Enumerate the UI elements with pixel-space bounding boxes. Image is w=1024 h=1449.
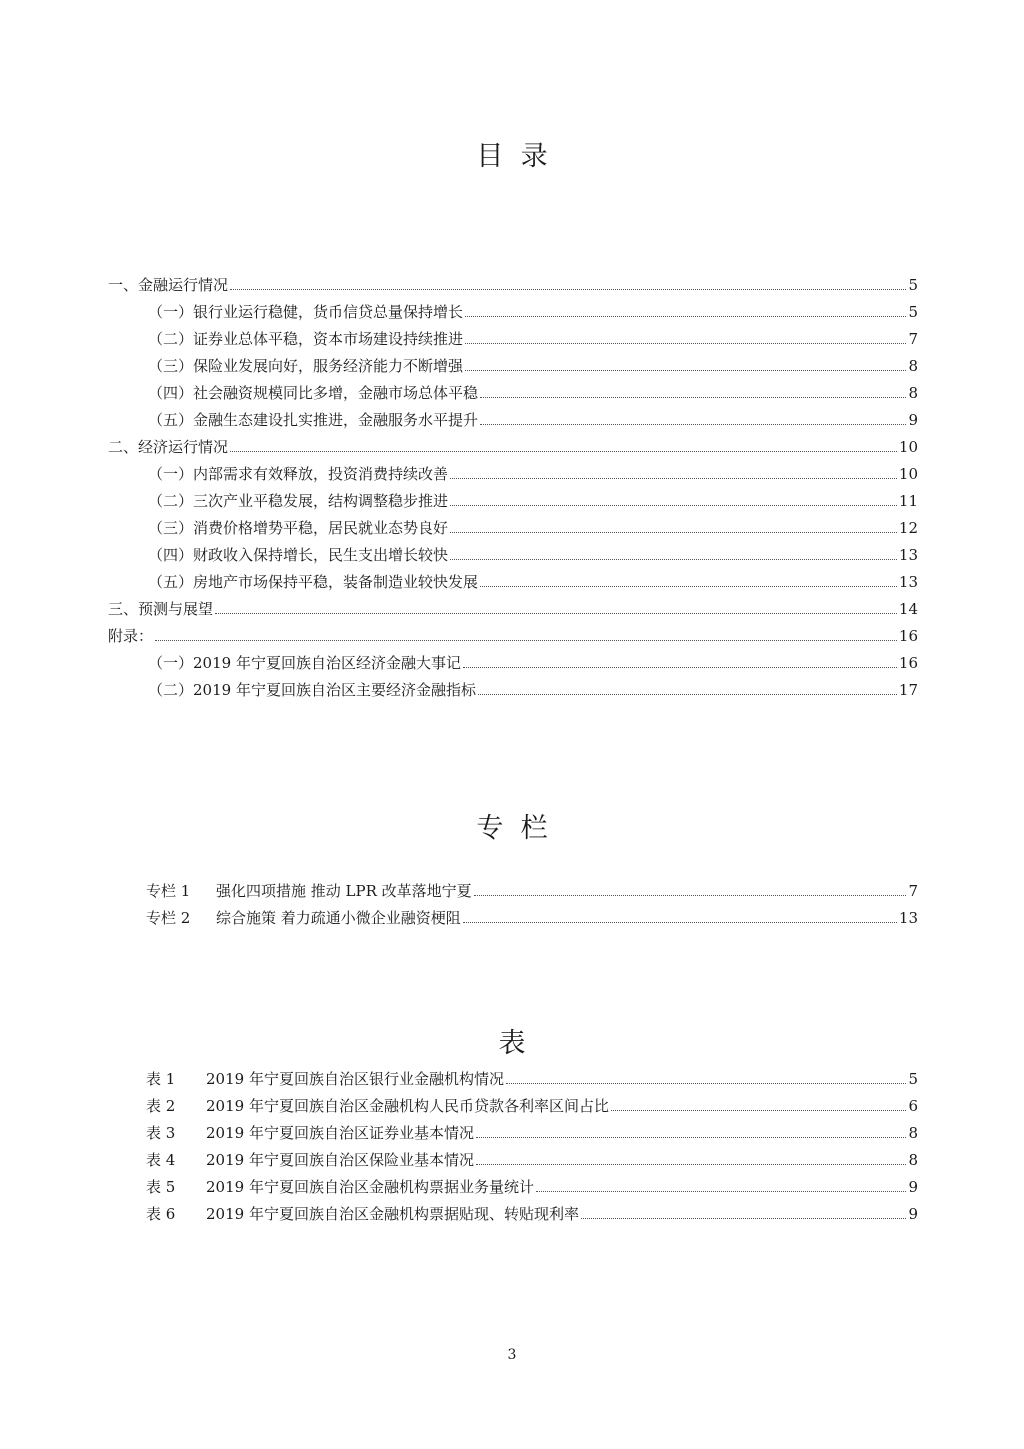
toc-entry-label: （一）2019 年宁夏回族自治区经济金融大事记 (148, 654, 461, 672)
table-entry-prefix: 表 5 (146, 1178, 176, 1196)
toc-entry-label: （五）金融生态建设扎实推进，金融服务水平提升 (148, 411, 479, 429)
toc-entry-page: 12 (898, 519, 918, 537)
table-entry-text: 2019 年宁夏回族自治区金融机构人民币贷款各利率区间占比 (206, 1097, 609, 1115)
table-entry-page: 9 (908, 1178, 918, 1196)
toc-entry[interactable] (148, 545, 918, 565)
dot-leader (506, 1083, 907, 1084)
dot-leader (463, 922, 897, 923)
dot-leader (480, 397, 906, 398)
table-entry[interactable] (146, 1204, 918, 1224)
column-entry-label (146, 908, 461, 928)
column-entry-prefix: 专栏 1 (146, 882, 191, 900)
toc-entry-label: （一）内部需求有效释放，投资消费持续改善 (148, 465, 449, 483)
toc-entry[interactable] (148, 302, 918, 322)
toc-entry[interactable] (148, 653, 918, 673)
table-entry-page: 8 (908, 1124, 918, 1142)
toc-entry-page: 9 (908, 411, 918, 429)
toc-entry-page: 11 (898, 492, 918, 510)
toc-entry-label: （二）三次产业平稳发展，结构调整稳步推进 (148, 492, 449, 510)
dot-leader (474, 895, 907, 896)
table-entry-prefix: 表 2 (146, 1097, 176, 1115)
toc-entry[interactable] (148, 464, 918, 484)
dot-leader (465, 316, 906, 317)
dot-leader (230, 451, 897, 452)
column-entry-text: 强化四项措施 推动 LPR 改革落地宁夏 (216, 882, 472, 900)
toc-entry-label: （二）2019 年宁夏回族自治区主要经济金融指标 (148, 681, 476, 699)
column-entry[interactable] (146, 908, 918, 928)
table-entry[interactable] (146, 1096, 918, 1116)
toc-entry-label: 二、经济运行情况 (108, 438, 229, 456)
table-entry-page: 5 (908, 1070, 918, 1088)
toc-entry-label: 三、预测与展望 (108, 600, 214, 618)
toc-entry-page: 5 (908, 303, 918, 321)
table-entry-page: 9 (908, 1205, 918, 1223)
toc-entry-page: 13 (898, 546, 918, 564)
table-entry-label (146, 1096, 609, 1116)
toc-entry-page: 16 (898, 627, 918, 645)
toc-entry-page: 10 (898, 465, 918, 483)
table-entry[interactable] (146, 1069, 918, 1089)
table-entry[interactable] (146, 1177, 918, 1197)
column-entry[interactable] (146, 881, 918, 901)
table-entry-label (146, 1123, 474, 1143)
toc-entry[interactable] (148, 356, 918, 376)
table-entry-page: 8 (908, 1151, 918, 1169)
column-entry-text: 综合施策 着力疏通小微企业融资梗阻 (216, 909, 461, 927)
toc-entry-label: （一）银行业运行稳健，货币信贷总量保持增长 (148, 303, 464, 321)
dot-leader (463, 667, 897, 668)
column-entry-prefix: 专栏 2 (146, 909, 191, 927)
table-entry[interactable] (146, 1123, 918, 1143)
toc-entry-label: 一、金融运行情况 (108, 276, 229, 294)
dot-leader (611, 1110, 907, 1111)
column-entry-label (146, 881, 472, 901)
toc-entry-page: 5 (908, 276, 918, 294)
toc-entry[interactable] (108, 626, 918, 646)
dot-leader (480, 586, 897, 587)
toc-title: 目 录 (476, 141, 548, 172)
dot-leader (450, 505, 897, 506)
dot-leader (478, 694, 897, 695)
toc-entry-page: 17 (898, 681, 918, 699)
toc-entry-label: （四）财政收入保持增长，民生支出增长较快 (148, 546, 449, 564)
dot-leader (476, 1164, 907, 1165)
toc-entry-label: （五）房地产市场保持平稳，装备制造业较快发展 (148, 573, 479, 591)
toc-entry[interactable] (148, 329, 918, 349)
dot-leader (155, 640, 897, 641)
table-entry-prefix: 表 3 (146, 1124, 176, 1142)
toc-entry-label: （四）社会融资规模同比多增，金融市场总体平稳 (148, 384, 479, 402)
toc-entry-label: 附录： (108, 627, 154, 645)
dot-leader (536, 1191, 907, 1192)
dot-leader (581, 1218, 907, 1219)
toc-entry-page: 10 (898, 438, 918, 456)
table-entry-text: 2019 年宁夏回族自治区金融机构票据业务量统计 (206, 1178, 534, 1196)
toc-entry-page: 13 (898, 573, 918, 591)
toc-entry[interactable] (148, 410, 918, 430)
column-entry-page: 13 (898, 909, 918, 927)
toc-entry[interactable] (108, 599, 918, 619)
table-entry-prefix: 表 1 (146, 1070, 176, 1088)
toc-entry[interactable] (148, 491, 918, 511)
dot-leader (215, 613, 897, 614)
tables-title: 表 (498, 1028, 526, 1059)
toc-entry-page: 14 (898, 600, 918, 618)
toc-entry[interactable] (148, 680, 918, 700)
dot-leader (465, 370, 906, 371)
table-entry[interactable] (146, 1150, 918, 1170)
toc-entry-label: （二）证券业总体平稳，资本市场建设持续推进 (148, 330, 464, 348)
table-entry-text: 2019 年宁夏回族自治区银行业金融机构情况 (206, 1070, 504, 1088)
toc-entry[interactable] (148, 383, 918, 403)
page-number: 3 (507, 1347, 517, 1363)
table-entry-page: 6 (908, 1097, 918, 1115)
toc-entry[interactable] (108, 275, 918, 295)
toc-entry[interactable] (148, 518, 918, 538)
dot-leader (230, 289, 906, 290)
dot-leader (476, 1137, 907, 1138)
dot-leader (480, 424, 906, 425)
toc-entry-label: （三）消费价格增势平稳，居民就业态势良好 (148, 519, 449, 537)
dot-leader (450, 532, 897, 533)
toc-entry-page: 7 (908, 330, 918, 348)
table-entry-text: 2019 年宁夏回族自治区金融机构票据贴现、转贴现利率 (206, 1205, 579, 1223)
column-entry-page: 7 (908, 882, 918, 900)
table-entry-label (146, 1204, 579, 1224)
toc-entry[interactable] (148, 572, 918, 592)
table-entry-text: 2019 年宁夏回族自治区保险业基本情况 (206, 1151, 474, 1169)
table-entry-label (146, 1177, 534, 1197)
table-entry-prefix: 表 6 (146, 1205, 176, 1223)
toc-entry-label: （三）保险业发展向好，服务经济能力不断增强 (148, 357, 464, 375)
table-entry-text: 2019 年宁夏回族自治区证券业基本情况 (206, 1124, 474, 1142)
toc-entry-page: 16 (898, 654, 918, 672)
toc-entry[interactable] (108, 437, 918, 457)
dot-leader (450, 559, 897, 560)
table-entry-label (146, 1150, 474, 1170)
dot-leader (450, 478, 897, 479)
table-entry-prefix: 表 4 (146, 1151, 176, 1169)
table-entry-label (146, 1069, 504, 1089)
dot-leader (465, 343, 906, 344)
toc-entry-page: 8 (908, 357, 918, 375)
toc-entry-page: 8 (908, 384, 918, 402)
columns-title: 专 栏 (476, 813, 548, 844)
